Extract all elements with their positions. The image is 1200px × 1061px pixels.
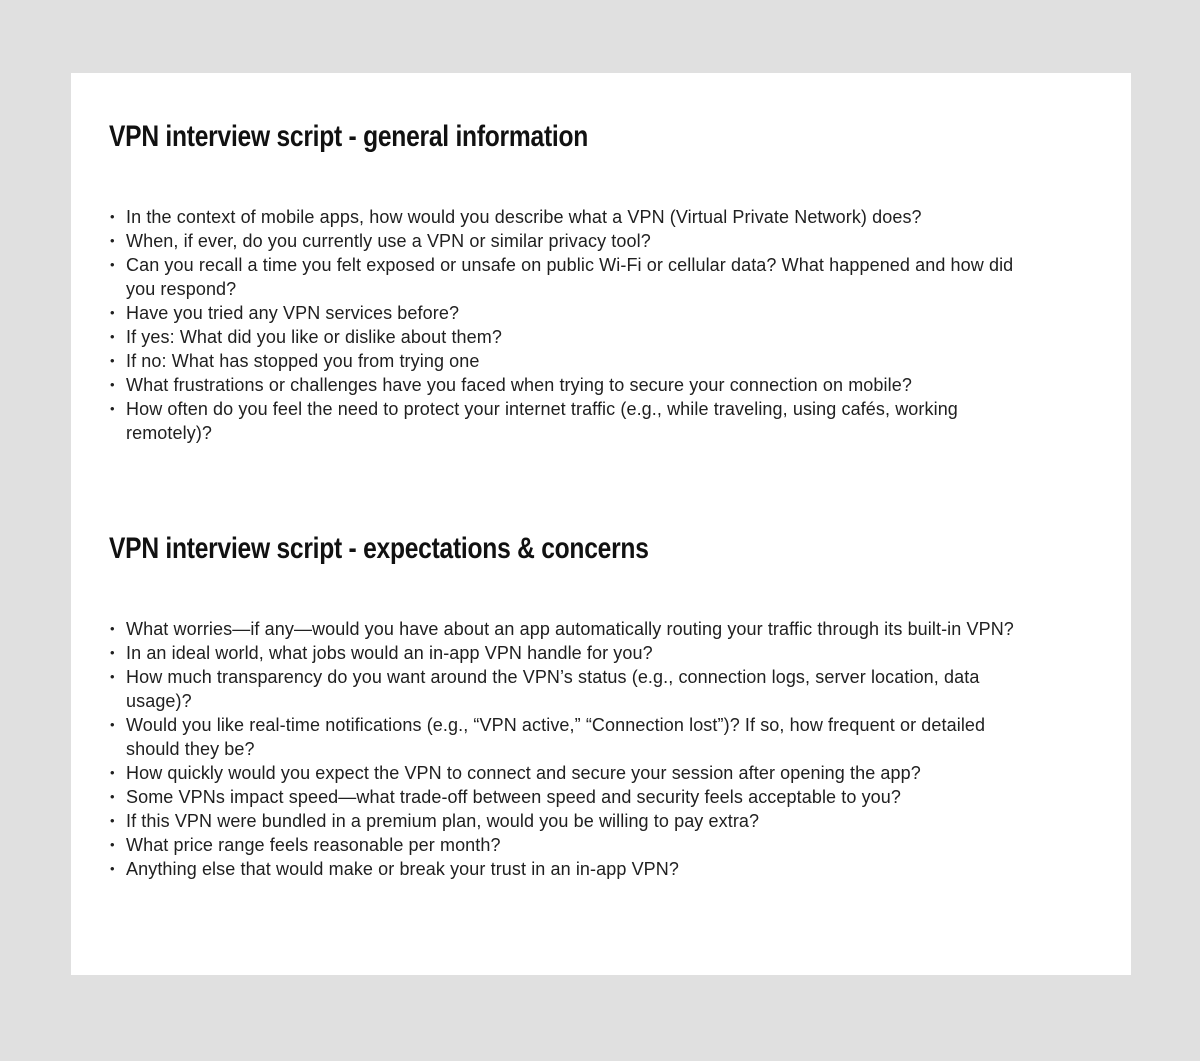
bullet-item: • In the context of mobile apps, how would you describe what a VPN (Virtual Private Network) does?	[126, 205, 1038, 229]
bullet-item: • In an ideal world, what jobs would an in-app VPN handle for you?	[126, 641, 1038, 665]
document-card	[71, 73, 1131, 975]
bullet-item: • What price range feels reasonable per month?	[126, 833, 1038, 857]
section-heading: VPN interview script - expectations & concerns	[109, 532, 649, 565]
bullet-item: • If no: What has stopped you from trying one	[126, 349, 1038, 373]
bullet-item: • How much transparency do you want around the VPN’s status (e.g., connection logs, server location, data usage)?	[126, 665, 1038, 713]
section-expectations-concerns	[109, 529, 1081, 881]
bullet-item: • If yes: What did you like or dislike about them?	[126, 325, 1038, 349]
section-heading: VPN interview script - general information	[109, 120, 589, 153]
bullet-item: • Have you tried any VPN services before?	[126, 301, 1038, 325]
section-general-information	[109, 117, 1081, 445]
bullet-item: • How often do you feel the need to protect your internet traffic (e.g., while traveling, using cafés, working remotely)?	[126, 397, 1038, 445]
bullet-list	[109, 617, 1038, 881]
bullet-item: • Can you recall a time you felt exposed or unsafe on public Wi-Fi or cellular data? What happened and how did you respond?	[126, 253, 1038, 301]
bullet-item: • What frustrations or challenges have you faced when trying to secure your connection on mobile?	[126, 373, 1038, 397]
bullet-item: • What worries—if any—would you have about an app automatically routing your traffic through its built-in VPN?	[126, 617, 1038, 641]
bullet-item: • When, if ever, do you currently use a VPN or similar privacy tool?	[126, 229, 1038, 253]
bullet-item: • Anything else that would make or break your trust in an in-app VPN?	[126, 857, 1038, 881]
bullet-list	[109, 205, 1038, 445]
bullet-item: • Would you like real-time notifications (e.g., “VPN active,” “Connection lost”)? If so, how frequent or detailed should they be?	[126, 713, 1038, 761]
bullet-item: • How quickly would you expect the VPN to connect and secure your session after opening the app?	[126, 761, 1038, 785]
bullet-item: • Some VPNs impact speed—what trade-off between speed and security feels acceptable to you?	[126, 785, 1038, 809]
bullet-item: • If this VPN were bundled in a premium plan, would you be willing to pay extra?	[126, 809, 1038, 833]
